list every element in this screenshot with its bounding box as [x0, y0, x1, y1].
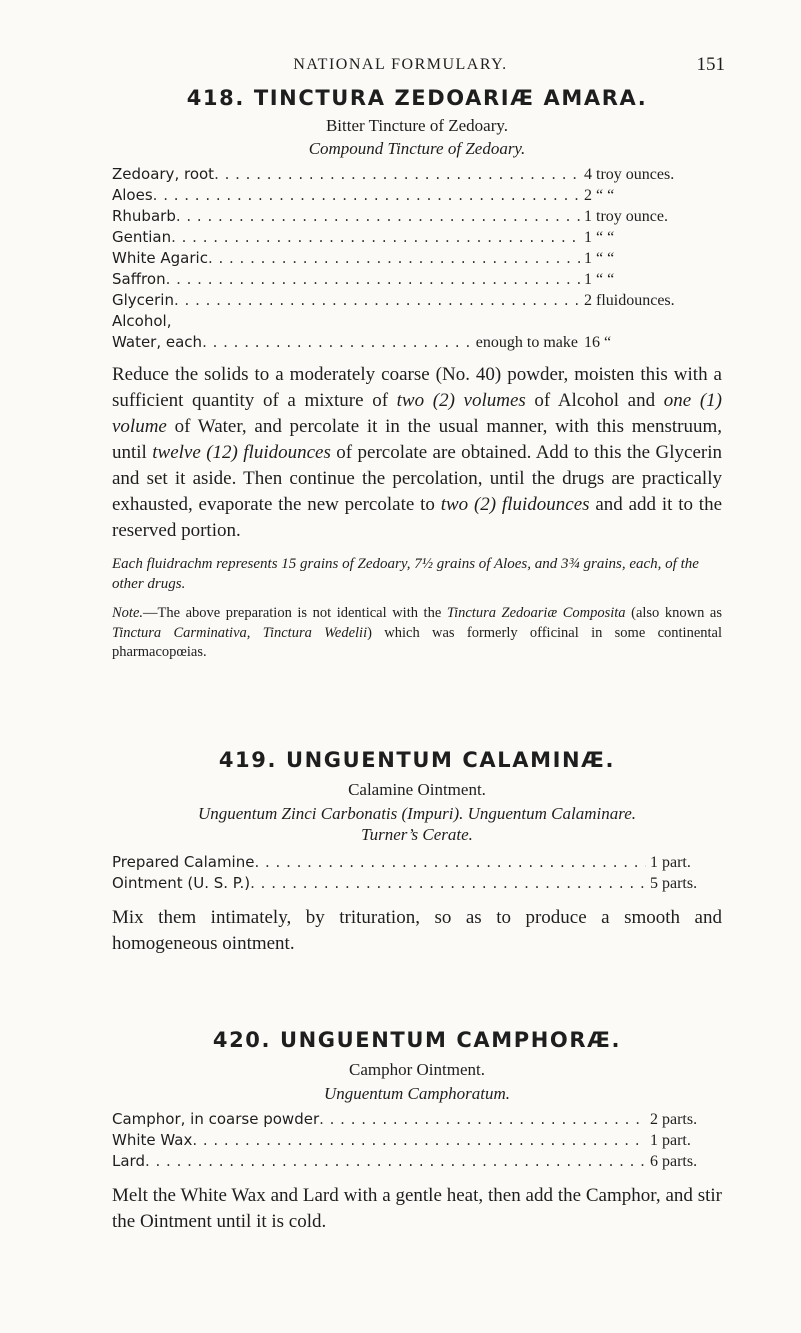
- text-run: of percolate are obtained. Add to this the Glycerin and set it aside. Then continue the percolation, until the drugs are practically exhausted, evaporate the new percolate to: [112, 442, 723, 515]
- entry-418-strength-note: Each fluidrachm represents 15 grains of Zedoary, 7½ grains of Aloes, and 3¾ grains, each, of the other drugs.: [112, 556, 699, 592]
- ingredient-row: [112, 312, 722, 333]
- ingredient-name: Saffron: [112, 270, 166, 288]
- ingredient-row: [112, 874, 722, 895]
- ingredient-quantity: 6 parts.: [650, 1153, 698, 1170]
- entry-418-note: [112, 604, 722, 663]
- text-run: (also known as: [625, 605, 722, 621]
- entry-419-title: 419. UNGUENTUM CALAMINÆ.: [218, 748, 616, 772]
- dot-leader: [192, 1131, 646, 1149]
- dot-leader: [214, 165, 580, 183]
- ingredient-quantity: 1 “ “: [584, 271, 615, 288]
- ingredient-row: [112, 186, 722, 207]
- dot-leader: [254, 853, 646, 871]
- entry-418-english-name: Bitter Tincture of Zedoary.: [325, 116, 509, 135]
- ingredient-quantity: 1 part.: [650, 854, 691, 871]
- emphasis: twelve (12) fluidounces: [152, 442, 331, 463]
- ingredient-name: Ointment (U. S. P.): [112, 874, 251, 892]
- ingredient-row: [112, 270, 722, 291]
- ingredient-row: [112, 1131, 722, 1152]
- ingredient-quantity: 2 parts.: [650, 1111, 698, 1128]
- ingredient-row: [112, 228, 722, 249]
- entry-418-synonym: Compound Tincture of Zedoary.: [308, 139, 526, 158]
- entry-420-synonym: Unguentum Camphoratum.: [323, 1084, 511, 1103]
- entry-420: [112, 1028, 722, 1235]
- ingredient-row: [112, 1110, 722, 1131]
- ingredient-quantity: 4 troy ounces.: [584, 166, 675, 183]
- entry-420-ingredient-list: [112, 1110, 722, 1173]
- entry-420-english-name: Camphor Ointment.: [349, 1060, 485, 1079]
- ingredient-name: Prepared Calamine: [112, 853, 255, 871]
- entry-420-title: 420. UNGUENTUM CAMPHORÆ.: [212, 1028, 622, 1052]
- ingredient-name: Zedoary, root: [112, 165, 215, 183]
- entry-419-ingredient-list: [112, 853, 722, 895]
- entry-419: [112, 748, 722, 957]
- dot-leader: [166, 270, 580, 288]
- ingredient-name: Aloes: [112, 186, 153, 204]
- ingredient-name: Camphor, in coarse powder: [112, 1110, 320, 1128]
- text-run: ) which was formerly officinal in some continental pharmacopœias.: [112, 624, 723, 660]
- dot-leader: [208, 249, 580, 267]
- ingredient-name: Lard: [112, 1152, 145, 1170]
- ingredient-quantity: 1 “ “: [584, 229, 615, 246]
- text-run: and add it to the reserved portion.: [112, 494, 723, 541]
- emphasis: two (2) volumes: [396, 390, 526, 411]
- ingredient-quantity: 1 troy ounce.: [584, 208, 668, 225]
- ingredient-name: Water, each: [112, 333, 203, 351]
- ingredient-row: [112, 207, 722, 228]
- ingredient-row: [112, 853, 722, 874]
- ingredient-quantity: 1 part.: [650, 1132, 691, 1149]
- entry-418: [112, 86, 722, 663]
- dot-leader: [174, 291, 580, 309]
- ingredient-quantity-note: enough to make: [475, 334, 578, 351]
- ingredient-row: [112, 249, 722, 270]
- ingredient-name: Alcohol,: [112, 312, 172, 330]
- dot-leader: [145, 1152, 646, 1170]
- dot-leader: [153, 186, 580, 204]
- running-title: NATIONAL FORMULARY.: [293, 56, 508, 73]
- ingredient-quantity: 2 “ “: [584, 187, 615, 204]
- ingredient-row: [112, 333, 722, 354]
- text-run: Reduce the solids to a moderately coarse (No. 40) powder, moisten this with a sufficient quantity of a mixture of: [112, 364, 722, 411]
- emphasis: Tinctura Zedoariæ Composita: [446, 605, 626, 621]
- entry-419-synonym-1: Unguentum Zinci Carbonatis (Impuri). Unguentum Calaminare.: [197, 804, 637, 823]
- text-run: of Water, and percolate it in the usual manner, with this menstruum, until: [112, 416, 722, 463]
- emphasis: Tinctura Carminativa, Tinctura Wedelii: [112, 624, 368, 641]
- ingredient-quantity: 2 fluidounces.: [584, 292, 675, 309]
- note-label: Note.: [112, 605, 144, 621]
- ingredient-name: White Wax: [112, 1131, 193, 1149]
- emphasis: two (2) fluidounces: [440, 494, 590, 515]
- dot-leader: [171, 228, 580, 246]
- ingredient-name: Rhubarb: [112, 207, 176, 225]
- ingredient-quantity: 1 “ “: [584, 250, 615, 267]
- ingredient-name: Gentian: [112, 228, 172, 246]
- entry-418-title: 418. TINCTURA ZEDOARIÆ AMARA.: [186, 86, 648, 110]
- ingredient-quantity: 16 “: [584, 334, 612, 351]
- text-run: of Alcohol and: [525, 390, 664, 411]
- entry-418-directions: [112, 362, 722, 544]
- dot-leader: [319, 1110, 646, 1128]
- entry-419-synonym-2: Turner’s Cerate.: [361, 825, 473, 844]
- dot-leader: [176, 207, 580, 225]
- ingredient-row: [112, 291, 722, 312]
- ingredient-name: White Agaric: [112, 249, 208, 267]
- entry-419-english-name: Calamine Ointment.: [348, 780, 486, 799]
- entry-420-directions: Melt the White Wax and Lard with a gentle heat, then add the Camphor, and stir the Ointment until it is cold.: [112, 1185, 722, 1232]
- dot-leader: [250, 874, 646, 892]
- ingredient-quantity: 5 parts.: [650, 875, 698, 892]
- dot-leader: [202, 333, 470, 351]
- ingredient-row: [112, 165, 722, 186]
- text-run: —The above preparation is not identical with the: [143, 605, 447, 621]
- emphasis: one (1) volume: [112, 390, 722, 437]
- page-number: 151: [696, 54, 725, 75]
- entry-419-directions: Mix them intimately, by trituration, so as to produce a smooth and homogeneous ointment.: [112, 907, 722, 954]
- entry-418-ingredient-list: [112, 165, 722, 354]
- ingredient-row: [112, 1152, 722, 1173]
- ingredient-name: Glycerin: [112, 291, 174, 309]
